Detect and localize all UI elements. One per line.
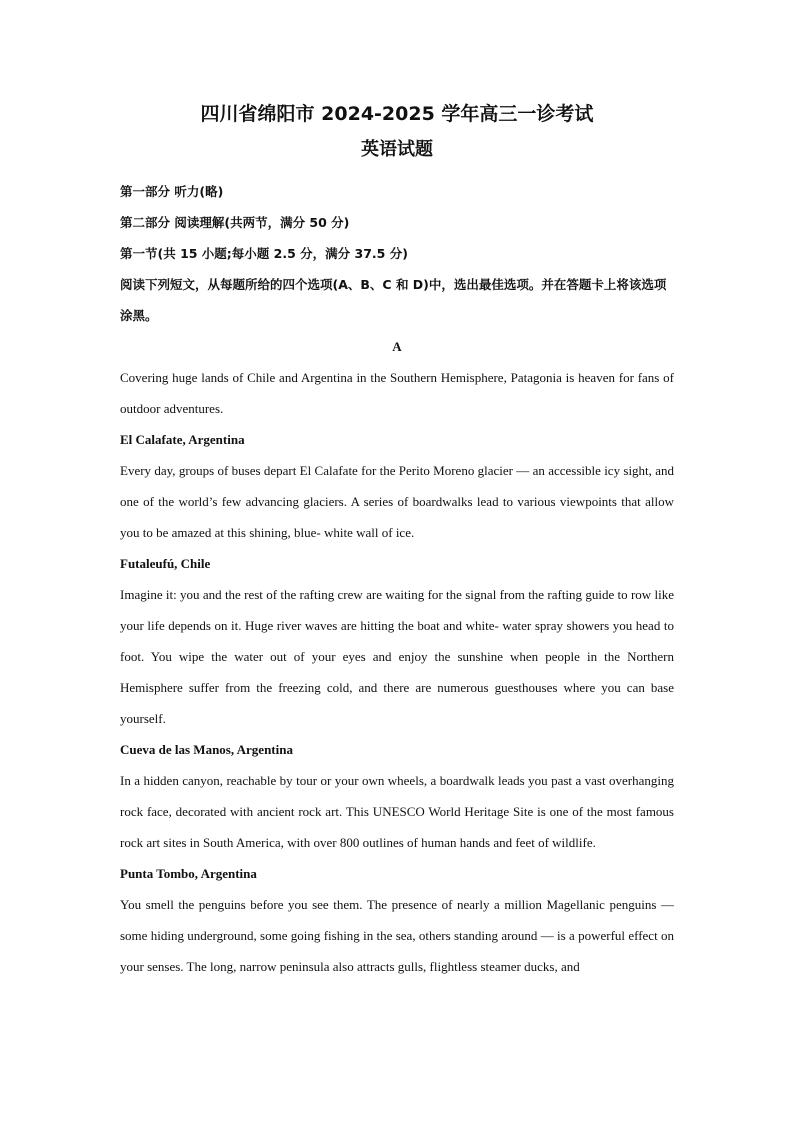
section-heading-punta-tombo: Punta Tombo, Argentina: [120, 866, 257, 881]
section-heading-el-calafate: El Calafate, Argentina: [120, 432, 245, 447]
section-text-punta-tombo: You smell the penguins before you see them. The presence of nearly a million Magellanic penguins — some hiding underground, some going fishing in the sea, others standing around — is a powerful effect on your senses. The long, narrow peninsula also attracts gulls, flightless steamer ducks, and: [120, 897, 674, 974]
part1-heading: 第一部分 听力(略): [120, 184, 224, 199]
passage-label: A: [392, 339, 402, 354]
section1-heading: 第一节(共 15 小题;每小题 2.5 分，满分 37.5 分): [120, 246, 408, 261]
section-heading-cueva-de-las-manos: Cueva de las Manos, Argentina: [120, 742, 293, 757]
section-text-futaleufu: Imagine it: you and the rest of the rafting crew are waiting for the signal from the rafting guide to row like your life depends on it. Huge river waves are hitting the boat and white- water spray showers you head to foot. You wipe the water out of your eyes and enjoy the sunshine when people in the Northern Hemisphere suffer from the freezing cold, and there are numerous guesthouses where you can base yourself.: [120, 587, 674, 726]
instruction-text: 阅读下列短文，从每题所给的四个选项(A、B、C 和 D)中，选出最佳选项。并在答题卡上将该选项涂黑。: [120, 277, 667, 323]
section-heading-futaleufu: Futaleufú, Chile: [120, 556, 211, 571]
part2-heading: 第二部分 阅读理解(共两节，满分 50 分): [120, 215, 350, 230]
passage-intro: Covering huge lands of Chile and Argentina in the Southern Hemisphere, Patagonia is heaven for fans of outdoor adventures.: [120, 370, 674, 416]
document-page: [120, 100, 674, 982]
section-text-cueva-de-las-manos: In a hidden canyon, reachable by tour or your own wheels, a boardwalk leads you past a vast overhanging rock face, decorated with ancient rock art. This UNESCO World Heritage Site is one of the most famous rock art sites in South America, with over 800 outlines of human hands and feet of wildlife.: [120, 773, 674, 850]
document-subtitle: 英语试题: [361, 139, 433, 160]
document-title: 四川省绵阳市 2024-2025 学年高三一诊考试: [200, 103, 594, 125]
section-text-el-calafate: Every day, groups of buses depart El Calafate for the Perito Moreno glacier — an accessible icy sight, and one of the world’s few advancing glaciers. A series of boardwalks lead to various viewpoints that allow you to be amazed at this shining, blue- white wall of ice.: [120, 463, 674, 540]
